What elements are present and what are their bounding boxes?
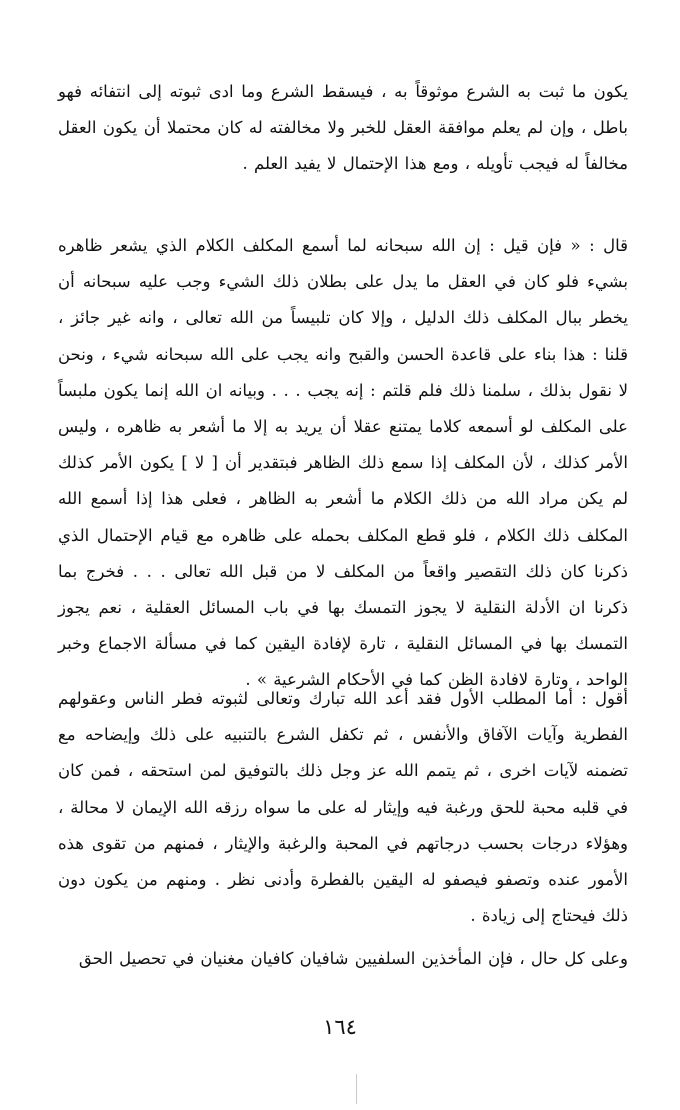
paragraph-response: أقول : أما المطلب الأول فقد أعد الله تبارك وتعالى لثبوته فطر الناس وعقولهم الفطرية وآيات الآفاق والأنفس ، ثم تكفل الشرع بالتنبيه على ذلك وإيضاحه مع تضمنه لآيات اخرى ، ثم يتمم الله عز وجل ذلك بالتوفيق لمن استحقه ، فمن كان في قلبه محبة للحق ورغبة فيه وإيثار له على ما سواه رزقه الله الإيمان لا محالة ، وهؤلاء درجات بحسب درجاتهم في المحبة والرغبة والإيثار ، فمنهم من تقوى هذه الأمور عنده وتصفو فيصفو له اليقين بالفطرة وأدنى نظر . ومنهم من يكون دون ذلك فيحتاج إلى زيادة . — [58, 689, 628, 926]
scan-edge-mark — [356, 1074, 357, 1104]
paragraph-continuation: يكون ما ثبت به الشرع موثوقاً به ، فيسقط الشرع وما ادى ثبوته إلى انتفائه فهو باطل ، وإن لم يعلم موافقة العقل للخبر ولا مخالفته له كان محتملا أن يكون العقل مخالفاً له فيجب تأويله ، ومع هذا الإحتمال لا يفيد العلم . — [58, 82, 628, 174]
page-number: ١٦٤ — [323, 1015, 357, 1039]
paragraph-closing: وعلى كل حال ، فإن المأخذين السلفيين شافيان كافيان مغنيان في تحصيل الحق — [78, 949, 628, 968]
paragraph-quotation: قال : « فإن قيل : إن الله سبحانه لما أسمع المكلف الكلام الذي يشعر ظاهره بشيء فلو كان في العقل ما يدل على بطلان ذلك الشيء وجب عليه سبحانه أن يخطر ببال المكلف ذلك الدليل ، وإلا كان تلبيساً من الله تعالى ، وانه غير جائز ، قلنا : هذا بناء على قاعدة الحسن والقبح وانه يجب على الله سبحانه شيء ، ونحن لا نقول بذلك ، سلمنا ذلك فلم قلتم : إنه يجب . . . وبيانه ان الله إنما يكون ملبساً على المكلف لو أسمعه كلاما يمتنع عقلا أن يريد به إلا ما أشعر به ظاهره ، وليس الأمر كذلك ، لأن المكلف إذا سمع ذلك الظاهر فبتقدير أن [ لا ] يكون الأمر كذلك لم يكن مراد الله من ذلك الكلام ما أشعر به الظاهر ، فعلى هذا إذا أسمع الله المكلف ذلك الكلام ، فلو قطع المكلف بحمله على ظاهره مع قيام الإحتمال الذي ذكرنا كان ذلك التقصير واقعاً من المكلف لا من قبل الله تعالى . . . فخرج بما ذكرنا ان الأدلة النقلية لا يجوز التمسك بها في باب المسائل العقلية ، نعم يجوز التمسك بها في المسائل النقلية ، تارة لإفادة اليقين كما في مسألة الاجماع وخبر الواحد ، وتارة لافادة الظن كما في الأحكام الشرعية » . — [58, 236, 628, 690]
